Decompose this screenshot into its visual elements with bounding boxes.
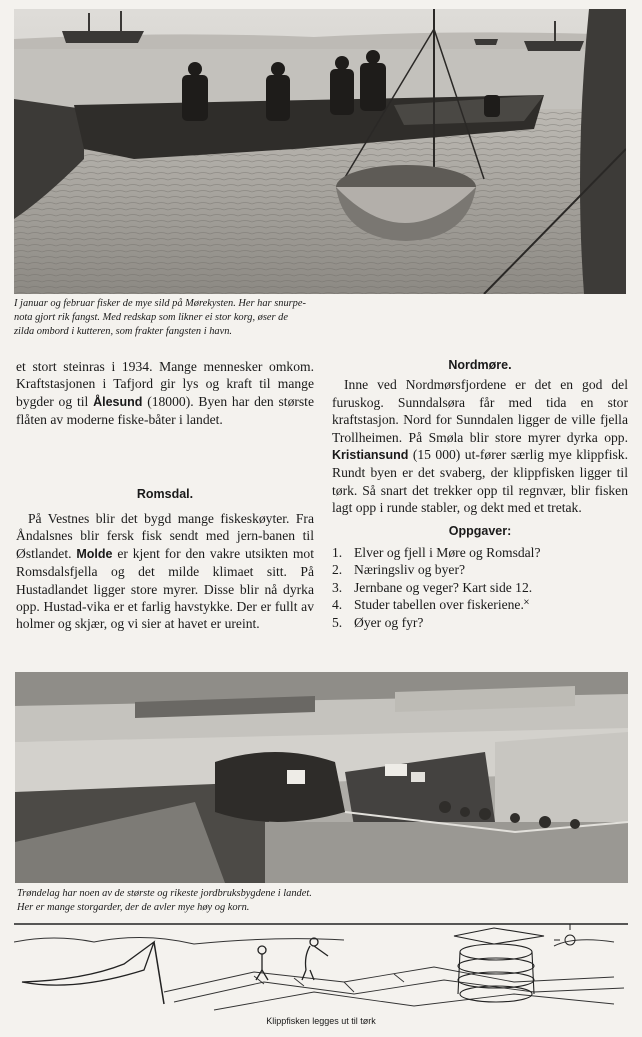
caption-line: Trøndelag har noen av de største og rikeste jordbruksbygdene i landet. [17, 888, 312, 899]
romsdal-heading: Romsdal. [136, 486, 194, 501]
caption-line: I januar og februar fisker de mye sild på Mørekysten. Her har snurpe- [14, 298, 306, 309]
tasks-heading: Oppgaver: [448, 523, 512, 538]
task-item: 4. Studer tabellen over fiskeriene.˟ [332, 597, 530, 613]
farmland-photo-caption [17, 887, 627, 915]
drying-klippfisk-drawing [14, 922, 628, 1014]
nordmore-paragraph: Inne ved Nordmørsfjordene er det en god del furuskog. Sunndalsøra får med tida en stor kraftstasjon. Nord for Sunndalen ligger de ville fjella Trollheimen. På Smøla blir store myrer dyrka opp. Kristiansund (15 000) ut-fører særlig mye klippfisk. Rundt byen er det svaberg, der klippfisken ligger til tørk. Så snart det trekker opp til regnvær, blir fisken lagt opp i runde stabler, og dekt med et tretak. [332, 377, 628, 516]
nordmore-heading: Nordmøre. [448, 358, 512, 372]
task-item: 1. Elver og fjell i Møre og Romsdal? [332, 545, 541, 561]
caption-line: zilda ombord i kutteren, som frakter fangsten i havn. [14, 326, 232, 337]
herring-photo-caption [14, 297, 629, 339]
trondelag-farmland-photo [15, 672, 628, 883]
herring-fishing-photo [14, 9, 626, 294]
task-item: 3. Jernbane og veger? Kart side 12. [332, 579, 533, 595]
right-column [332, 357, 628, 631]
drawing-caption: Klippfisken legges ut til tørk [266, 1016, 376, 1026]
romsdal-paragraph: På Vestnes blir det bygd mange fiskeskøyter. Fra Åndalsnes blir fersk fisk sendt med jern-banen til Østlandet. Molde er kjent for den vakre utsikten mot Romsdalsfjella og det milde klimaet sitt. På Hustadlandet ligger store myrer. Disse blir nå dyrka opp. Hustad-vika er et farlig havstykke. Der er fullt av holmer og skjær, og vi sier at havet er ureint. [16, 511, 315, 632]
place-kristiansund: Kristiansund [332, 448, 409, 463]
place-alesund: Ålesund [93, 394, 143, 409]
task-item: 5. Øyer og fyr? [332, 614, 424, 630]
task-item: 2. Næringsliv og byer? [332, 562, 466, 578]
left-column [16, 358, 314, 633]
caption-line: nota gjort rik fangst. Med redskap som likner ei stor korg, øser de [14, 312, 288, 323]
intro-paragraph: et stort steinras i 1934. Mange mennesker omkom. Kraftstasjonen i Tafjord gir lys og kraft til mange bygder og til Ålesund (18000). Byen har den største flåten av moderne fiske-båter i landet. [16, 359, 314, 428]
place-molde: Molde [76, 546, 113, 561]
tasks-list [332, 544, 628, 631]
caption-line: Her er mange storgarder, der de avler mye høy og korn. [17, 902, 250, 913]
